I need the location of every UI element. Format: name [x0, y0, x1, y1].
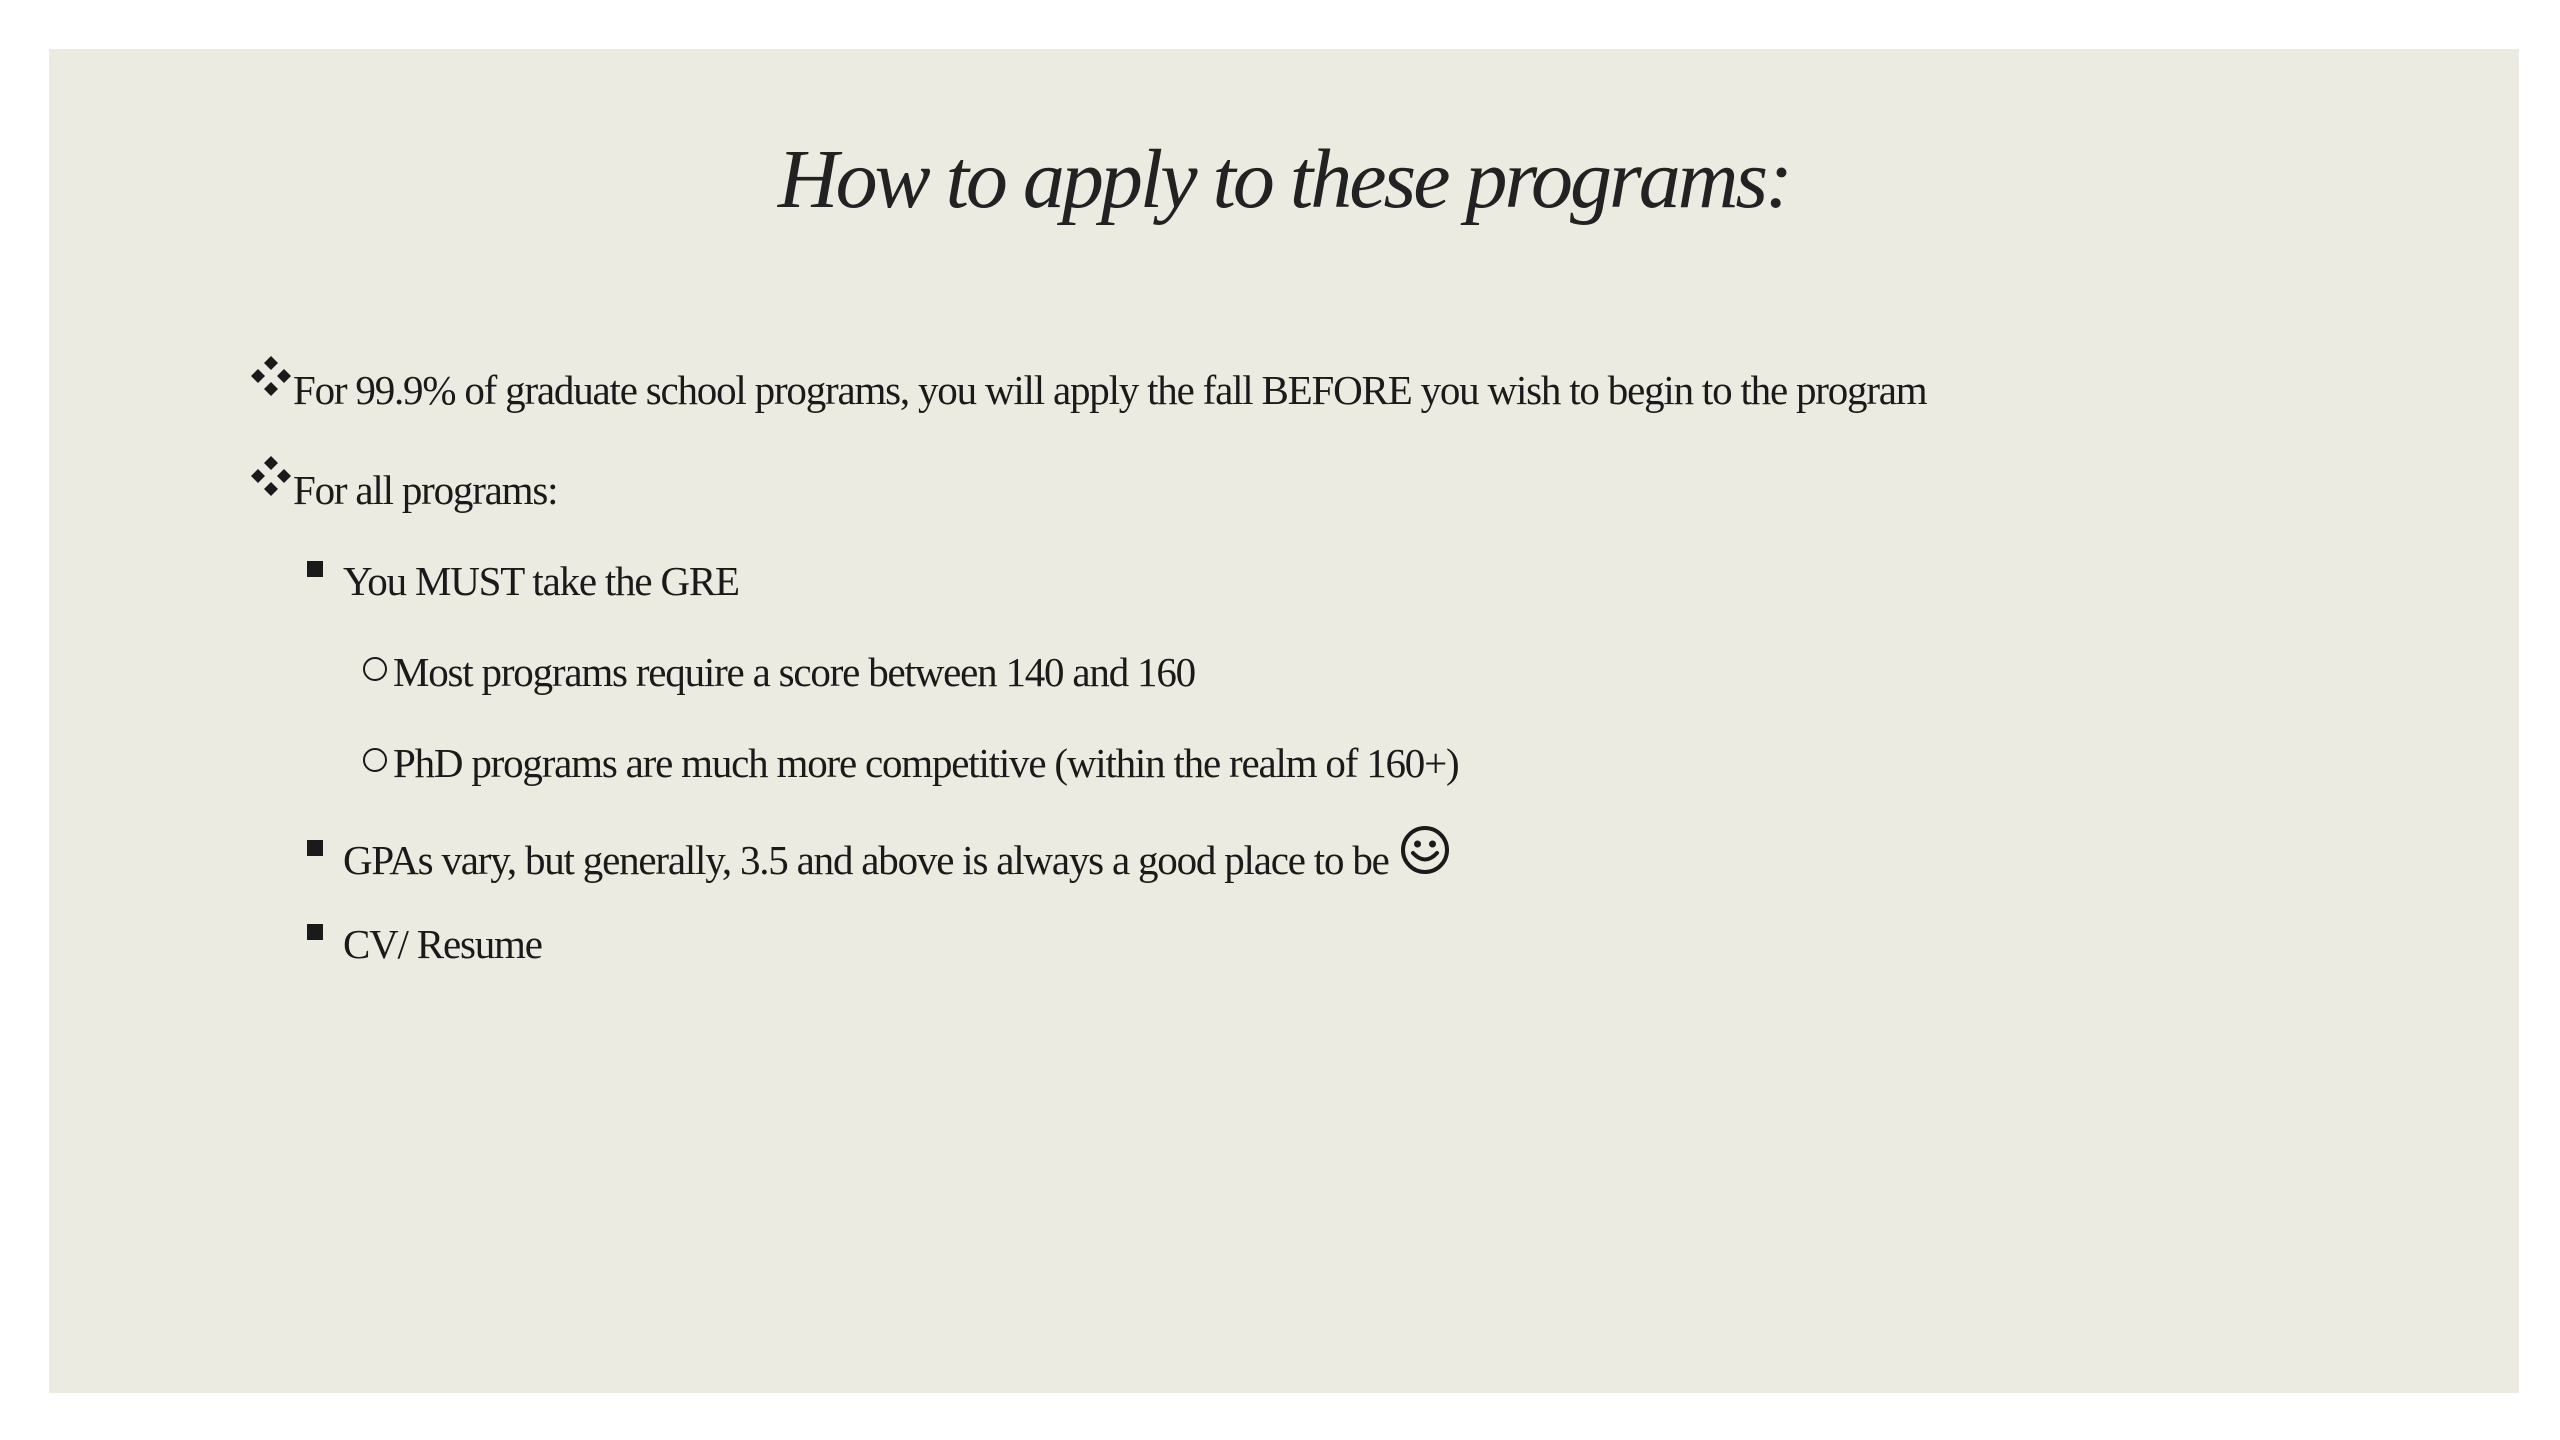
list-item-text: PhD programs are much more competitive (within the realm of 160+): [393, 739, 1459, 786]
square-bullet-icon: [307, 840, 323, 856]
circle-bullet-icon: [363, 657, 387, 681]
square-bullet-icon: [307, 924, 323, 940]
list-item-text: For all programs:: [293, 466, 558, 513]
list-item-text: You MUST take the GRE: [343, 557, 739, 604]
list-item: [249, 360, 1927, 415]
bullet-list: [49, 49, 2519, 1393]
square-bullet-icon: [307, 561, 323, 577]
list-item-text: For 99.9% of graduate school programs, you will apply the fall BEFORE you wish to begin to the program: [293, 366, 1927, 413]
list-item-text: CV/ Resume: [343, 920, 542, 967]
list-item-text: Most programs require a score between 140 and 160: [393, 648, 1195, 695]
list-item: [307, 914, 542, 969]
list-item: [307, 830, 1451, 886]
list-item: [363, 642, 1195, 697]
slide-title: How to apply to these programs:: [777, 133, 1791, 226]
diamond-cluster-icon: [249, 454, 293, 498]
diamond-cluster-icon: [249, 354, 293, 398]
slide: [49, 49, 2519, 1393]
list-item: [249, 460, 557, 515]
list-item: [363, 733, 1458, 788]
smiley-face-icon: [1399, 824, 1451, 876]
circle-bullet-icon: [363, 748, 387, 772]
list-item: [307, 551, 739, 606]
list-item-text: GPAs vary, but generally, 3.5 and above is always a good place to be: [343, 836, 1389, 883]
